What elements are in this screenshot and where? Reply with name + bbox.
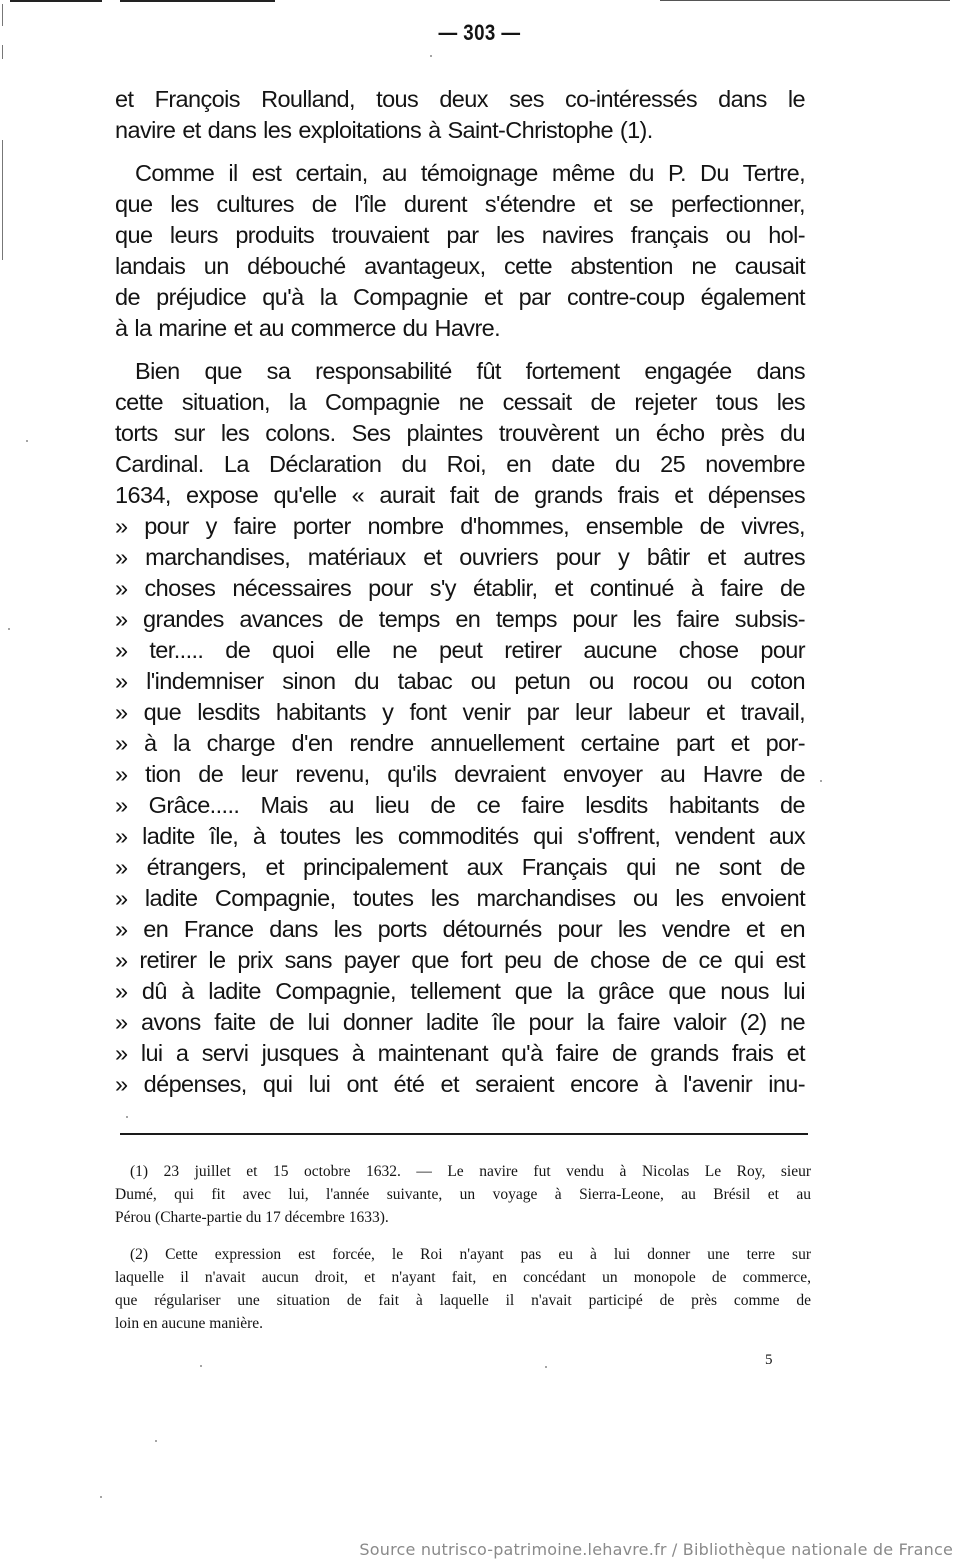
footnote-line: (1) 23 juillet et 15 octobre 1632. — Le navire fut vendu à Nicolas Le Roy, sieur xyxy=(130,1163,811,1180)
scan-speck xyxy=(430,55,432,57)
footnote-line: laquelle il n'avait aucun droit, et n'ayant fait, en concédant un monopole de commerce, xyxy=(115,1269,811,1286)
scan-speck xyxy=(545,1366,547,1368)
scan-border-left xyxy=(2,45,3,59)
text-line: » avons faite de lui donner ladite île pour la faire valoir (2) ne xyxy=(115,1009,805,1035)
text-line: » ter..... de quoi elle ne peut retirer aucune chose pour xyxy=(115,637,805,663)
signature-mark: 5 xyxy=(765,1352,773,1368)
text-line: » en France dans les ports détournés pour les vendre et en xyxy=(115,916,805,942)
scan-border-top xyxy=(120,0,275,2)
main-text xyxy=(115,84,805,1100)
text-line: » l'indemniser sinon du tabac ou petun ou rocou ou coton xyxy=(115,668,805,694)
text-line: » dû à ladite Compagnie, tellement que la grâce que nous lui xyxy=(115,978,805,1004)
text-line: » pour y faire porter nombre d'hommes, ensemble de vivres, xyxy=(115,513,805,539)
text-line: torts sur les colons. Ses plaintes trouvèrent un écho près du xyxy=(115,420,805,446)
text-line: » étrangers, et principalement aux Français qui ne sont de xyxy=(115,854,805,880)
footnote-line: Pérou (Charte-partie du 17 décembre 1633). xyxy=(115,1209,389,1226)
footnote-line: (2) Cette expression est forcée, le Roi n'ayant pas eu à lui donner une terre sur xyxy=(130,1246,811,1263)
paragraph xyxy=(115,356,805,1100)
text-line: » dépenses, qui lui ont été et seraient encore à l'avenir inu- xyxy=(115,1071,805,1097)
text-line: Cardinal. La Déclaration du Roi, en date du 25 novembre xyxy=(115,451,805,477)
text-line: 1634, expose qu'elle « aurait fait de grands frais et dépenses xyxy=(115,482,805,508)
scan-speck xyxy=(100,1496,102,1498)
scan-border-left xyxy=(2,140,3,260)
footnote-line: loin en aucune manière. xyxy=(115,1315,264,1332)
text-line: » grandes avances de temps en temps pour les faire subsis- xyxy=(115,606,805,632)
page-number: — 303 — xyxy=(438,20,521,45)
text-line: que les cultures de l'île durent s'étendre et se perfectionner, xyxy=(115,191,805,217)
scan-border-top xyxy=(660,0,950,1)
source-credit: Source nutrisco-patrimoine.lehavre.fr / Bibliothèque nationale de France xyxy=(359,1540,953,1559)
footnote-separator xyxy=(120,1133,808,1135)
footnote xyxy=(115,1160,811,1229)
footnote xyxy=(115,1243,811,1335)
footnote-line: Dumé, qui fit avec lui, l'année suivante, un voyage à Sierra-Leone, au Brésil et au xyxy=(115,1186,811,1203)
text-line: » que lesdits habitants y font venir par leur labeur et travail, xyxy=(115,699,805,725)
text-line: à la marine et au commerce du Havre. xyxy=(115,315,501,341)
text-line: de préjudice qu'à la Compagnie et par contre-coup également xyxy=(115,284,805,310)
scan-speck xyxy=(155,1440,157,1442)
paragraph xyxy=(115,84,805,146)
scan-speck xyxy=(200,1365,202,1367)
text-line: Bien que sa responsabilité fût fortement engagée dans xyxy=(135,358,805,384)
text-line: » marchandises, matériaux et ouvriers pour y bâtir et autres xyxy=(115,544,805,570)
scan-border-top xyxy=(10,0,102,2)
scan-speck xyxy=(8,628,10,630)
footnotes xyxy=(115,1160,811,1335)
scan-speck xyxy=(26,440,28,442)
text-line: » Grâce..... Mais au lieu de ce faire lesdits habitants de xyxy=(115,792,805,818)
text-line: » lui a servi jusques à maintenant qu'à faire de grands frais et xyxy=(115,1040,805,1066)
scan-speck xyxy=(820,780,822,782)
scan-speck xyxy=(126,1116,128,1118)
text-line: » retirer le prix sans payer que fort peu de chose de ce qui est xyxy=(115,947,805,973)
text-line: Comme il est certain, au témoignage même du P. Du Tertre, xyxy=(135,160,805,186)
scan-border-left xyxy=(2,4,3,26)
text-line: et François Roulland, tous deux ses co-intéressés dans le xyxy=(115,86,805,112)
text-line: » ladite Compagnie, toutes les marchandises ou les envoient xyxy=(115,885,805,911)
text-line: cette situation, la Compagnie ne cessait de rejeter tous les xyxy=(115,389,805,415)
text-line: navire et dans les exploitations à Saint-Christophe (1). xyxy=(115,117,653,143)
text-line: » ladite île, à toutes les commodités qui s'offrent, vendent aux xyxy=(115,823,805,849)
text-line: » choses nécessaires pour s'y établir, et continué à faire de xyxy=(115,575,805,601)
footnote-line: que régulariser une situation de fait à laquelle il n'avait participé de près comme de xyxy=(115,1292,811,1309)
paragraph xyxy=(115,158,805,344)
text-line: que leurs produits trouvaient par les navires français ou hol- xyxy=(115,222,805,248)
text-line: » tion de leur revenu, qu'ils devraient envoyer au Havre de xyxy=(115,761,805,787)
text-line: landais un débouché avantageux, cette abstention ne causait xyxy=(115,253,805,279)
text-line: » à la charge d'en rendre annuellement certaine part et por- xyxy=(115,730,805,756)
